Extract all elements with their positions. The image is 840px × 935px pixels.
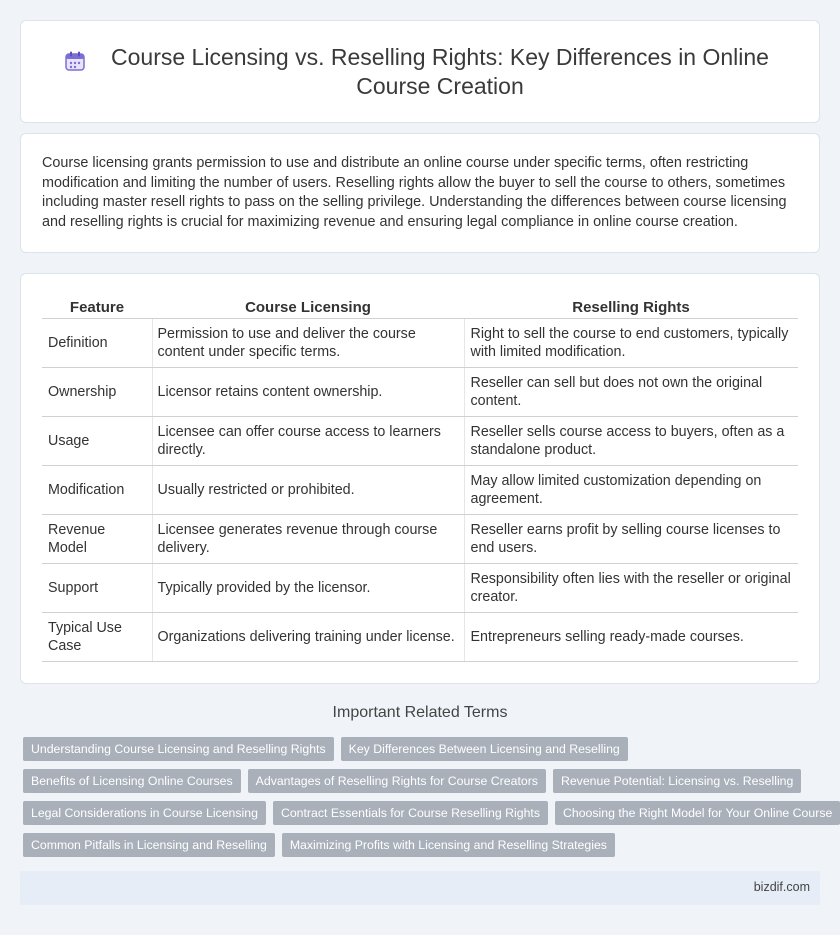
licensing-cell: Usually restricted or prohibited. [152, 465, 464, 514]
tag-row [23, 769, 823, 793]
licensing-cell: Organizations delivering training under license. [152, 612, 464, 661]
feature-cell: Support [42, 563, 152, 612]
related-tag[interactable]: Contract Essentials for Course Reselling Rights [273, 801, 548, 825]
related-tag[interactable]: Key Differences Between Licensing and Reselling [341, 737, 628, 761]
reselling-cell: Reseller can sell but does not own the original content. [464, 367, 798, 416]
footer-site-link[interactable]: bizdif.com [753, 880, 810, 894]
reselling-cell: Right to sell the course to end customers, typically with limited modification. [464, 318, 798, 367]
related-tag[interactable]: Advantages of Reselling Rights for Course Creators [248, 769, 546, 793]
feature-cell: Typical Use Case [42, 612, 152, 661]
intro-paragraph: Course licensing grants permission to use and distribute an online course under specific terms, often restricting modification and limiting the number of users. Reselling rights allow the buyer to sell the course to others, sometimes including master resell rights to pass on the selling privilege. Understanding the differences between course licensing and reselling rights is crucial for maximizing revenue and ensuring legal compliance in online course creation. [42, 155, 787, 230]
page-title: Course Licensing vs. Reselling Rights: Key Differences in Online Course Creation [111, 44, 769, 99]
licensing-cell: Licensee generates revenue through course delivery. [152, 514, 464, 563]
header-course-licensing: Course Licensing [152, 294, 464, 318]
header-reselling-rights: Reselling Rights [464, 294, 798, 318]
related-tag[interactable]: Understanding Course Licensing and Reselling Rights [23, 737, 334, 761]
table-row [42, 416, 798, 465]
reselling-cell: May allow limited customization depending on agreement. [464, 465, 798, 514]
related-tag[interactable]: Revenue Potential: Licensing vs. Reselling [553, 769, 801, 793]
title-wrap [61, 43, 799, 101]
related-tag[interactable]: Maximizing Profits with Licensing and Reselling Strategies [282, 833, 615, 857]
licensing-cell: Licensee can offer course access to learners directly. [152, 416, 464, 465]
tag-row [23, 833, 823, 857]
related-tags [23, 737, 833, 865]
intro-card [20, 133, 820, 253]
feature-cell: Definition [42, 318, 152, 367]
related-tag[interactable]: Choosing the Right Model for Your Online Course [555, 801, 840, 825]
feature-cell: Usage [42, 416, 152, 465]
licensing-cell: Typically provided by the licensor. [152, 563, 464, 612]
table-row [42, 514, 798, 563]
comparison-card [20, 273, 820, 684]
table-row [42, 367, 798, 416]
footer [20, 871, 820, 905]
comparison-table [42, 294, 798, 662]
table-row [42, 612, 798, 661]
feature-cell: Revenue Model [42, 514, 152, 563]
feature-cell: Ownership [42, 367, 152, 416]
title-card [20, 20, 820, 123]
feature-cell: Modification [42, 465, 152, 514]
licensing-cell: Licensor retains content ownership. [152, 367, 464, 416]
tag-row [23, 737, 823, 761]
related-terms-title: Important Related Terms [332, 704, 508, 721]
related-tag[interactable]: Benefits of Licensing Online Courses [23, 769, 241, 793]
table-row [42, 465, 798, 514]
licensing-cell: Permission to use and deliver the course content under specific terms. [152, 318, 464, 367]
related-tag[interactable]: Common Pitfalls in Licensing and Reselling [23, 833, 275, 857]
reselling-cell: Entrepreneurs selling ready-made courses. [464, 612, 798, 661]
reselling-cell: Responsibility often lies with the reseller or original creator. [464, 563, 798, 612]
reselling-cell: Reseller earns profit by selling course licenses to end users. [464, 514, 798, 563]
table-header-row [42, 294, 798, 318]
related-tag[interactable]: Legal Considerations in Course Licensing [23, 801, 266, 825]
table-row [42, 563, 798, 612]
tag-row [23, 801, 833, 825]
table-row [42, 318, 798, 367]
header-feature: Feature [42, 294, 152, 318]
reselling-cell: Reseller sells course access to buyers, often as a standalone product. [464, 416, 798, 465]
